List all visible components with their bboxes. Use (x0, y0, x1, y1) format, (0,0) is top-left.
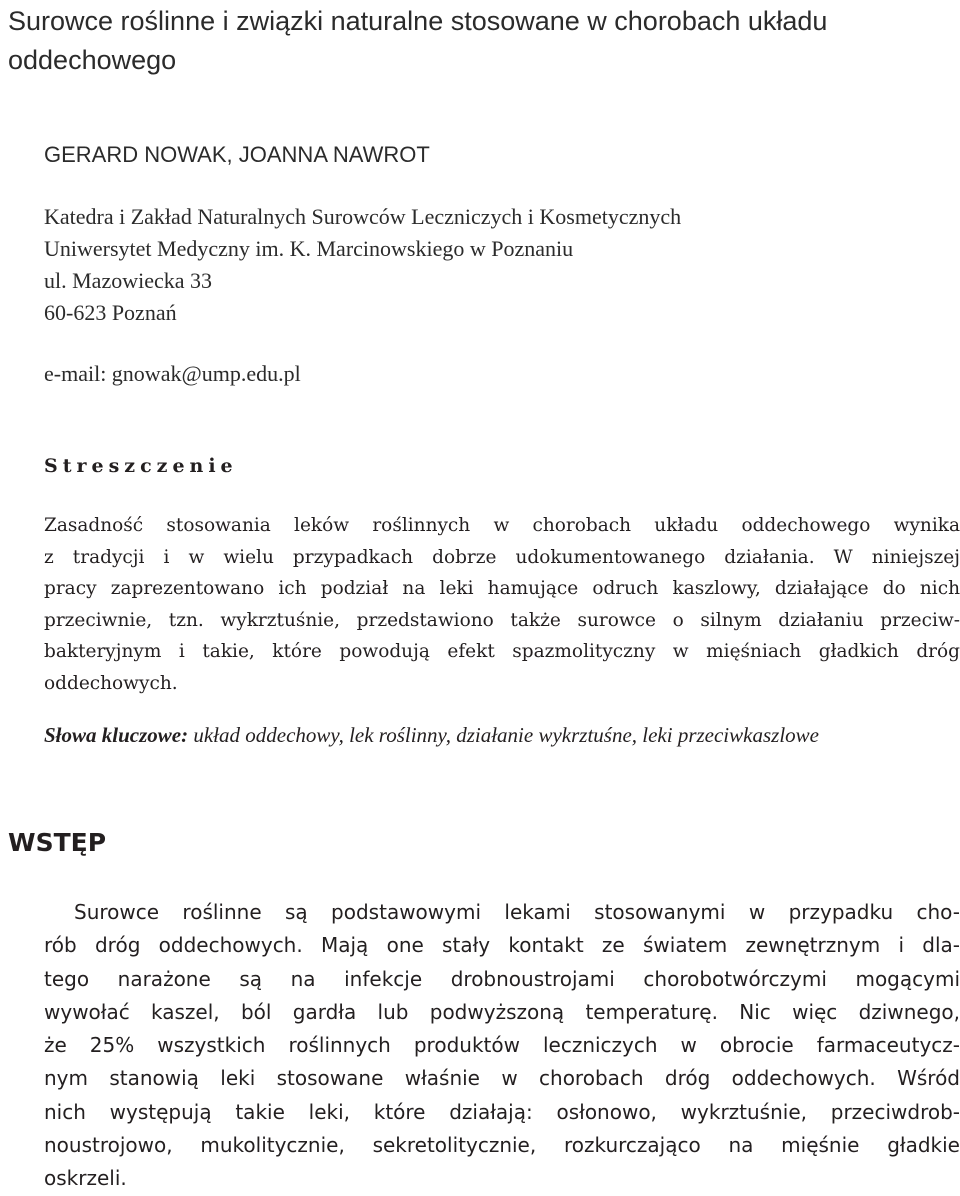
paragraph-line: rób dróg oddechowych. Mają one stały kontakt ze światem zewnętrznym i dla- (44, 933, 960, 958)
article-title: Surowce roślinne i związki naturalne stosowane w chorobach układu oddechowego (8, 6, 828, 75)
keywords-label: Słowa kluczowe: (44, 723, 189, 747)
abstract-body (44, 510, 960, 699)
section-heading-introduction: WSTĘP (8, 828, 107, 857)
abstract-heading: Streszczenie (44, 455, 238, 477)
keywords (44, 719, 819, 751)
abstract-line: pracy zaprezentowano ich podział na leki hamujące odruch kaszlowy, działające do nich (44, 578, 960, 599)
paragraph-line: noustrojowo, mukolitycznie, sekretolitycznie, rozkurczająco na mięśnie gładkie (44, 1133, 960, 1158)
abstract-line: oddechowych. (44, 672, 178, 694)
paragraph-line: Surowce roślinne są podstawowymi lekami stosowanymi w przypadku cho- (74, 900, 960, 924)
paragraph-line: nich występują takie leki, które działają: osłonowo, wykrztuśnie, przeciwdrob- (44, 1099, 960, 1124)
affiliation-university: Uniwersytet Medyczny im. K. Marcinowskiego w Poznaniu (44, 236, 574, 261)
paragraph-line: że 25% wszystkich roślinnych produktów leczniczych w obrocie farmaceutycz- (44, 1033, 960, 1058)
author-list: GERARD NOWAK, JOANNA NAWROT (44, 142, 430, 167)
keywords-values: układ oddechowy, lek roślinny, działanie wykrztuśne, leki przeciwkaszlowe (193, 723, 819, 747)
paragraph-line: oskrzeli. (44, 1166, 127, 1191)
abstract-line: z tradycji i w wielu przypadkach dobrze udokumentowanego działania. W niniejszej (44, 546, 960, 568)
affiliation-block (44, 201, 681, 329)
paragraph-line: wywołać kaszel, ból gardła lub podwyższoną temperaturę. Nic więc dziwnego, (44, 999, 960, 1024)
affiliation-street: ul. Mazowiecka 33 (44, 268, 212, 293)
affiliation-department: Katedra i Zakład Naturalnych Surowców Leczniczych i Kosmetycznych (44, 204, 682, 229)
contact-email: e-mail: gnowak@ump.edu.pl (44, 361, 301, 386)
abstract-line: przeciwnie, tzn. wykrztuśnie, przedstawiono także surowce o silnym działaniu przeciw- (44, 609, 960, 631)
abstract-line: bakteryjnym i takie, które powodują efekt spazmolityczny w mięśniach gładkich dróg (44, 641, 960, 662)
paragraph-line: tego narażone są na infekcje drobnoustrojami chorobotwórczymi mogącymi (44, 966, 960, 991)
affiliation-postal-city: 60-623 Poznań (44, 300, 177, 325)
abstract-line: Zasadność stosowania leków roślinnych w chorobach układu oddechowego wynika (44, 515, 960, 536)
introduction-paragraph (44, 896, 960, 1196)
paragraph-line: nym stanowią leki stosowane właśnie w chorobach dróg oddechowych. Wśród (44, 1066, 960, 1091)
